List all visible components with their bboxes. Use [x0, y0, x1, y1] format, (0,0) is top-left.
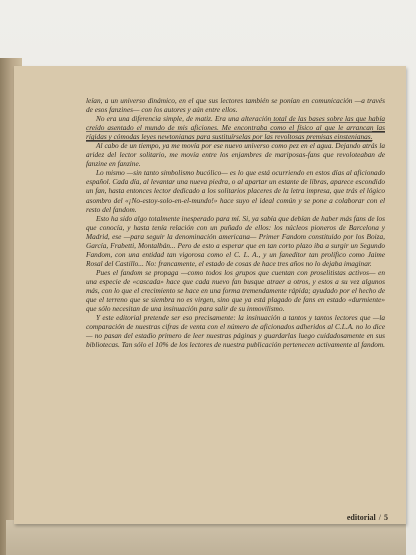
underlined-highlight: como el físico al que le arrancan las rígidas y cómodas leyes newtonianas para sustituírselas por las revoltosas premisas einstenianas.	[86, 123, 385, 142]
paragraph-4-text: Lo mismo —sin tanto simbolismo bucólico— es lo que está ocurriendo en estos días al aficionado español. Cada día, al levantar una nueva piedra, o al apartar un estante de libras, aparece escondido un fan, hasta entonces lector dedicado a los solitarios placeres de la letra impresa, que trás el lógico asombro del «¡No-estoy-solo-en-el-mundo!» hace suyo el ideal común y se pone a colaborar con el resto del fandom.	[86, 168, 385, 214]
footer-section-label: editorial	[346, 513, 376, 522]
footer-separator: /	[378, 513, 381, 522]
paragraph-2-text: No era una diferencia simple, de matiz. Era una alteración total de las bases sobre las que había creído asentado el mundo de mis aficiones. Me encontraba	[86, 114, 385, 133]
paragraph-7	[86, 313, 385, 349]
paragraph-5-text: Esto ha sido algo totalmente inesperado para mí. Si, ya sabía que debían de haber más fans de los que conocía, y hasta tenía relación con un puñado de ellos: los núcleos pioneros de Barcelona y Madrid, ese —para seguir la denominación americana— Primer Fandom constituido por los Boiza, García, Frabetti, Montalbán... Pero de esto a esperar que en tan corto plazo iba a surgir un Segundo Fandom, con una entidad tan vigorosa como el C. L. A., y un faneditor tan prolífico como Jaime Rosal del Castillo... No: francamente, el estado de cosas de hace tres años no lo dejaba imaginar.	[86, 213, 385, 268]
paragraph-6	[86, 268, 385, 313]
paragraph-2	[86, 114, 385, 141]
paragraph-7-text: Y este editorial pretende ser eso precisamente: la insinuación a tantos y tantos lectores que —la comparación de nuestras cifras de venta con el número de aficionados adheridos al C.L.A. no lo dice— no pasan del estadio primero de leer nuestras páginas y guardarlas luego cuidadosamente en sus bibliotecas. Tan sólo el 10% de los lectores de nuestra publicación pertenecen activamente al fandom.	[86, 313, 385, 350]
paragraph-6-text: Pues el fandom se propaga —como todos los grupos que cuentan con proselitistas activos— en una especie de «cascada» hace que cada nuevo fan busque atraer a otros, y estos a su vez algunos más, con lo que el crecimiento se hace en una forma tremendamente rápida; ayudado por el hecho de que el terreno que se siembra no es virgen, sino que ya está plagado de fans en estado «durmiente» que sólo necesitan de una insinuación para salir de su inmovilismo.	[86, 267, 385, 314]
paragraph-1-text: leían, a un universo dinámico, en el que sus lectores también se ponían en comunicación —a través de esos fanzines— con los autores y aún entre ellos.	[86, 96, 385, 115]
page-footer	[318, 513, 388, 522]
paragraph-1	[86, 96, 385, 114]
page-bottom-edge	[6, 520, 406, 555]
paragraph-5	[86, 214, 385, 268]
paragraph-4	[86, 168, 385, 213]
paragraph-3	[86, 141, 385, 168]
editorial-body	[86, 96, 385, 349]
page-number: 5	[384, 513, 388, 522]
paragraph-3-text: Al cabo de un tiempo, ya me movía por ese nuevo universo como pez en el agua. Dejando atrás la aridez del lector solitario, me movía entre los enjambres de mariposas-fans que revoloteaban de fanzine en fanzine.	[86, 141, 385, 169]
